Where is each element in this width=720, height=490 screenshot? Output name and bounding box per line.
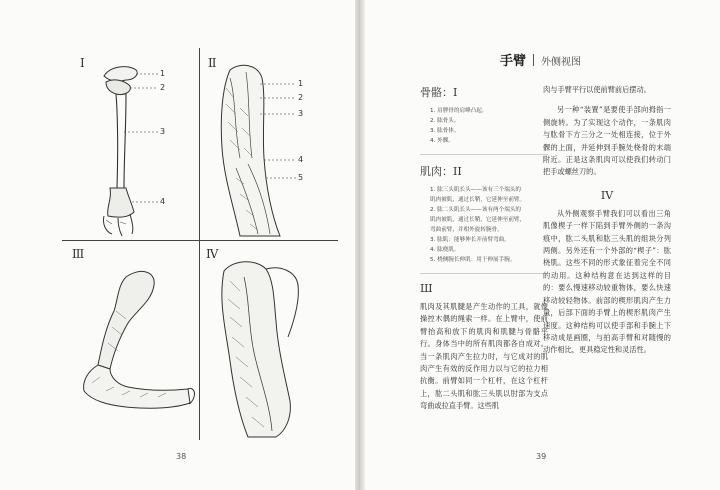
panel-numeral: II xyxy=(208,56,216,70)
panel-ii-muscles xyxy=(200,48,338,240)
bones-heading: 骨骼：I xyxy=(420,86,458,99)
panel-iii-bent-arm xyxy=(62,241,199,440)
panel-i-skeleton xyxy=(62,48,199,240)
callout-label: 1 xyxy=(160,69,166,78)
panel-numeral: III xyxy=(72,247,84,261)
callout-label: 3 xyxy=(298,109,304,118)
list-item: 2. 肱二头肌长头——该有两个端头的 xyxy=(430,207,522,213)
list-item: 肌肉被肌，通过长鞘，它延伸至前臂。 xyxy=(430,197,526,203)
title-separator xyxy=(533,54,534,66)
book-gutter xyxy=(355,0,365,490)
panel-iv-arm-view xyxy=(200,241,338,440)
panel-numeral: IV xyxy=(206,247,218,261)
section-iii-heading: Ш xyxy=(420,282,433,295)
arm-back-drawing-image xyxy=(200,241,338,440)
page-number-right: 39 xyxy=(536,452,547,461)
callout-label: 4 xyxy=(160,197,166,206)
muscles-list xyxy=(420,185,548,265)
list-item: 2. 肱骨头。 xyxy=(430,118,460,124)
title-subtitle: 外侧视图 xyxy=(541,57,582,68)
section-iii-paragraph: 肌肉及其肌腱是产生动作的工具，就像操控木偶的绳索一样。在上臂中，使前臂抬高和放下的肌肉和肌腱与骨骼平行。身体当中的所有肌肉都各自成对。当一条肌肉产生拉力时，与它成对的肌肉产生有效的反作用力以与它的拉力相抗衡。前臂如同一个杠杆，在这个杠杆上，肱二头肌和肱三头肌以肘部为支点弯曲或拉直手臂。这些肌 xyxy=(420,302,548,411)
list-item: 弯曲前臂，并相外旋转腕骨。 xyxy=(430,227,503,233)
list-item: 5. 桡侧腕长伸肌：用于伸展手腕。 xyxy=(430,257,516,263)
anatomy-plate xyxy=(62,48,338,440)
bones-list xyxy=(420,106,548,146)
section-divider xyxy=(420,154,548,155)
list-item: 1. 肱三头肌长头——该有三个端头的 xyxy=(430,187,522,193)
panel-numeral: I xyxy=(80,56,84,70)
page-title xyxy=(500,50,581,69)
callout-label: 4 xyxy=(298,155,304,164)
text-column-left xyxy=(420,84,548,413)
device-paragraph: 另一种“装置”是要使手部向拇指一侧旋转。为了实现这个动作，一条肌肉与肱骨下方三分之一处相连接，位于外髁的上面，并延伸到手腕处桡骨的末端附近。正是这条肌肉可以使我们转动门把手或螺丝刀的。 xyxy=(543,105,671,177)
bent-arm-drawing-image xyxy=(62,241,199,440)
list-item: 1. 肩胛骨的肩峰凸起。 xyxy=(430,108,488,114)
text-column-right xyxy=(543,84,671,357)
muscles-heading: 肌肉：II xyxy=(420,165,462,178)
arm-muscles-drawing-image xyxy=(200,48,338,240)
list-item: 4. 外髁。 xyxy=(430,138,454,144)
callout-label: 3 xyxy=(160,127,166,136)
list-item: 3. 肱骨体。 xyxy=(430,128,460,134)
callout-label: 1 xyxy=(298,79,304,88)
continued-paragraph: 肉与手臂平行以使前臂前后摆动。 xyxy=(543,85,651,94)
section-iv-heading: IV xyxy=(600,188,614,202)
section-iv-paragraph: 从外侧观察手臂我们可以看出三角肌像楔子一样下陷到手臂外侧的一条沟痕中，肱二头肌和肱三头肌的组块分列两侧。另外还有一个外部的“楔子”：肱桡肌。这些不同的形式象征着完全不同的动用。这种结构意在达到这样的目的：要么慢速移动较重物体，要么快速移动较轻物体。前部的楔形肌肉产生力量，后部下面的手臂上的楔形肌肉产生速度。这种结构可以使手部和手腕上下移动成是画圈，与拍高手臂和对随慢的动作相比，更具稳定性和灵活性。 xyxy=(543,208,671,355)
title-main: 手臂 xyxy=(500,54,527,69)
list-item: 3. 肱肌：能够伸长并前臂弯曲。 xyxy=(430,237,510,243)
callout-label: 5 xyxy=(298,173,304,182)
page-number-left: 38 xyxy=(176,452,187,461)
section-divider xyxy=(420,273,548,274)
callout-label: 2 xyxy=(298,93,304,102)
humerus-drawing-image xyxy=(62,48,199,240)
callout-label: 2 xyxy=(160,83,166,92)
list-item: 肌肉被肌，通过长鞘，它延伸至前臂， xyxy=(430,217,526,223)
list-item: 4. 肱桡肌。 xyxy=(430,247,460,253)
